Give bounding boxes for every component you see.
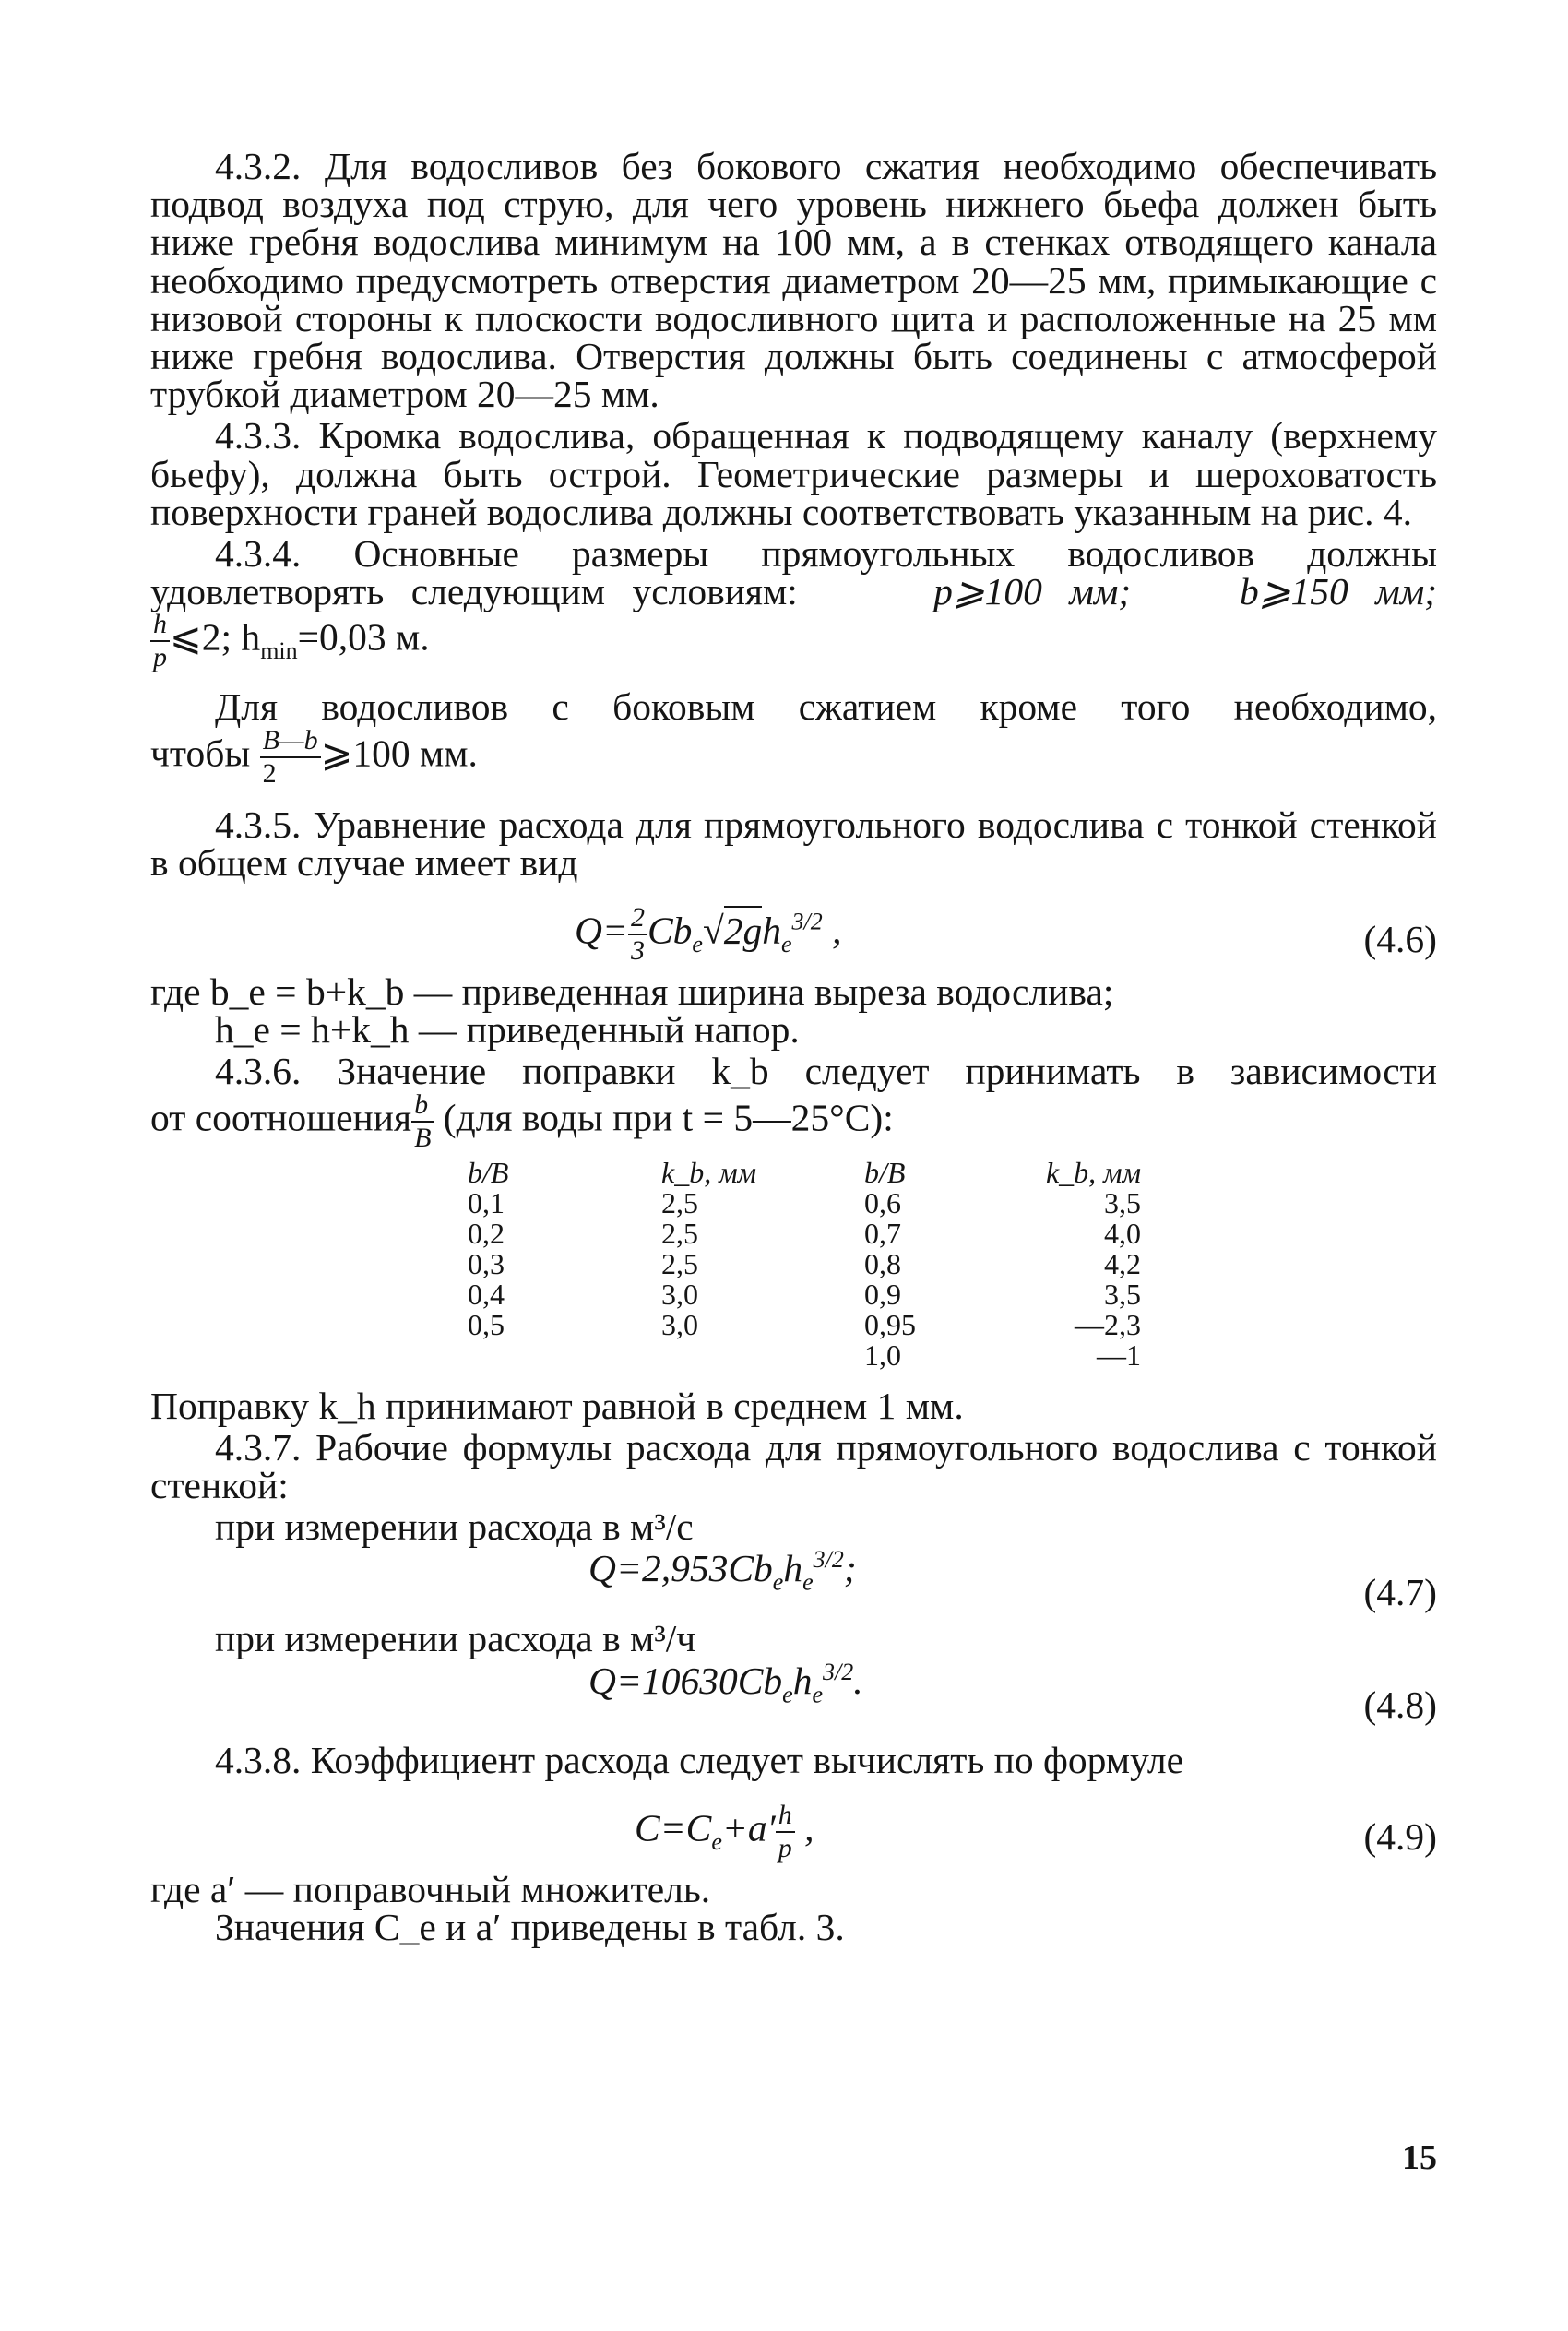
kb-table: [462, 1155, 1141, 1372]
fraction-2-over-3: $\frac{2}{3}$: [628, 904, 647, 965]
fraction-b-over-B: $\frac{b}{B}$: [411, 1091, 434, 1152]
equation-4-9: $C=C_e+a'$ $\frac{h}{p}$ , (4.9): [635, 1799, 1437, 1863]
fraction-bmb-over-2: $\frac{B—b}{2}$: [260, 727, 321, 788]
condition-p: p⩾100 мм;: [933, 570, 1132, 613]
where-a-prime: где a′ — поправочный множитель.: [150, 1867, 711, 1910]
equation-4-7: $Q=2,953Cb_eh_e^{3/2}$; (4.7): [588, 1546, 1437, 1614]
condition-b-minus: чтобы $\frac{B—b}{2}$ ⩾100 мм.: [150, 724, 478, 789]
page-number: 15: [1402, 2138, 1437, 2177]
equation-number: (4.7): [1363, 1571, 1437, 1614]
table-row: 0,2 2,5 0,7 4,0: [468, 1216, 1141, 1250]
table-row: 0,3 2,5 0,8 4,2: [468, 1246, 1141, 1280]
paragraph-4-3-7: 4.3.7. Рабочие формулы расхода для прямоугольного водослива с тонкой стенкой:: [150, 1425, 1437, 1507]
table-header-row: [462, 1158, 1141, 1188]
measure-m3s: при измерении расхода в м³/с: [215, 1505, 694, 1549]
condition-b: b⩾150 мм;: [1240, 570, 1438, 613]
values-note: Значения C_e и a′ приведены в табл. 3.: [215, 1906, 845, 1949]
table-row: 0,4 3,0 0,9 3,5: [468, 1277, 1141, 1311]
table-header: b/B: [864, 1155, 906, 1189]
equation-number: (4.6): [1363, 918, 1437, 961]
paragraph-4-3-3: 4.3.3. Кромка водослива, обращенная к подводящему каналу (верхнему бьефу), должна быть острой. Геометрические размеры и шероховатость поверхности граней водослива должны соответствовать указанным на рис. 4.: [150, 414, 1437, 533]
ratio-line: от соотношения $\frac{b}{B}$ (для воды при t = 5—25°C):: [150, 1088, 894, 1153]
table-row: 0,5 3,0 0,95 —2,3: [468, 1307, 1141, 1341]
document-page: [150, 145, 1438, 1950]
kh-note: Поправку k_h принимают равной в среднем 1 мм.: [150, 1384, 964, 1427]
table-header: k_b, мм: [1045, 1155, 1141, 1189]
equation-number: (4.8): [1363, 1683, 1437, 1726]
paragraph-4-3-4: 4.3.4. Основные размеры прямоугольных водосливов должны удовлетворять следующим условиям: p⩾100 мм; b⩾150 мм;: [150, 532, 1438, 613]
paragraph-side-contraction: Для водосливов с боковым сжатием кроме того необходимо,: [215, 685, 1437, 729]
measure-m3h: при измерении расхода в м³/ч: [215, 1617, 696, 1660]
equation-4-6: Q= $\frac{2}{3}$ $Cb_e√2gh_e^{3/2}$ , (4.6): [575, 902, 1437, 967]
equation-number: (4.9): [1363, 1814, 1437, 1858]
table-header: k_b, мм: [661, 1155, 757, 1189]
table-row: 0,1 2,5 0,6 3,5: [468, 1185, 1141, 1219]
table-row: 1,0 —1: [864, 1338, 1141, 1372]
paragraph-4-3-6: 4.3.6. Значение поправки k_b следует принимать в зависимости: [215, 1050, 1437, 1093]
equation-4-8: $Q=10630Cb_eh_e^{3/2}$. (4.8): [588, 1658, 1437, 1726]
where-he: h_e = h+k_h — приведенный напор.: [215, 1008, 800, 1052]
fraction-h-over-p-2: $\frac{h}{p}$: [776, 1802, 795, 1862]
paragraph-4-3-8: 4.3.8. Коэффициент расхода следует вычислять по формуле: [215, 1738, 1184, 1781]
paragraph-4-3-5: 4.3.5. Уравнение расхода для прямоугольного водослива с тонкой стенкой в общем случае имеет вид: [150, 803, 1437, 884]
where-be: где b_e = b+k_b — приведенная ширина выреза водослива;: [150, 970, 1114, 1014]
condition-h-p: $\frac{h}{p}$ ⩽2; $h_{min}=0,03$ м.: [150, 611, 1437, 672]
paragraph-4-3-2: 4.3.2. Для водосливов без бокового сжатия необходимо обеспечивать подвод воздуха под струю, для чего уровень нижнего бьефа должен быть ниже гребня водослива минимум на 100 мм, а в стенках отводящего канала необходимо предусмотреть отверстия диаметром 20—25 мм, примыкающие с низовой стороны к плоскости водосливного щита и расположенные на 25 мм ниже гребня водослива. Отверстия должны быть соединены с атмосферой трубкой диаметром 20—25 мм.: [150, 145, 1437, 416]
fraction-h-over-p: $\frac{h}{p}$: [150, 611, 170, 672]
table-header: b/B: [468, 1155, 509, 1189]
